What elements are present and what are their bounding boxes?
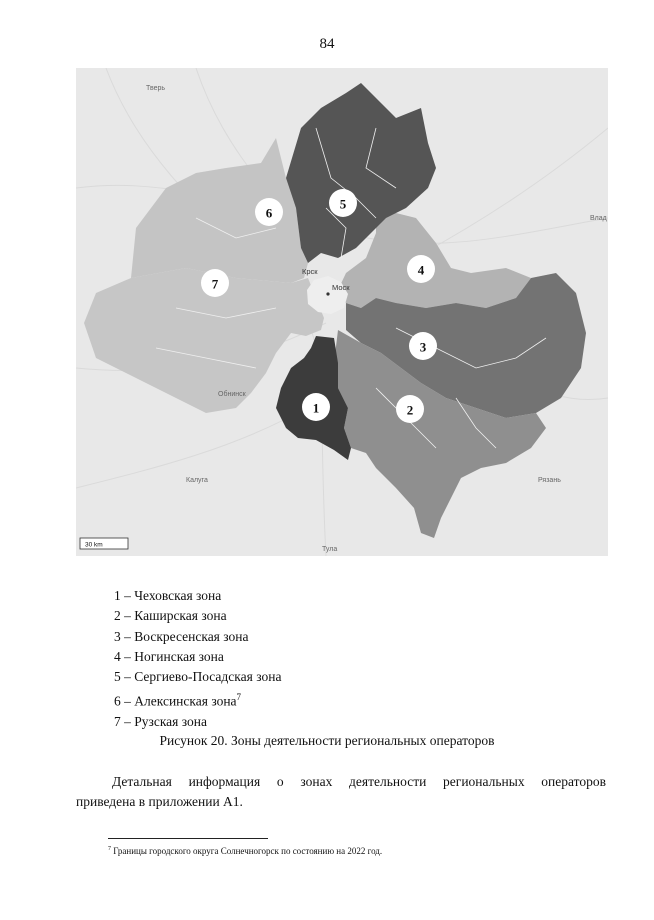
zone-5-marker — [329, 189, 357, 217]
legend-item-text: 6 – Алексинская зона — [114, 693, 237, 709]
footnote-reference[interactable]: 7 — [236, 692, 242, 703]
tver-label: Тверь — [146, 85, 166, 92]
krasnogorsk-label: Крск — [302, 267, 318, 276]
zone-6-marker — [255, 198, 283, 226]
zone-2-marker — [396, 395, 424, 423]
legend-item-text: 4 – Ногинская зона — [114, 648, 224, 664]
legend-item-text: 3 – Воскресенская зона — [114, 628, 249, 644]
legend-item — [114, 627, 281, 647]
figure-caption: Рисунок 20. Зоны деятельности региональных операторов — [159, 733, 495, 748]
zone-7-marker — [201, 269, 229, 297]
kaluga-label: Калуга — [186, 477, 208, 484]
ryazan-label: Рязань — [538, 477, 561, 484]
legend-item-text: 5 – Сергиево-Посадская зона — [114, 669, 282, 685]
vlad-label: Влад — [590, 215, 607, 222]
scale-bar-label: 30 km — [85, 541, 103, 549]
legend-item — [114, 586, 281, 606]
zones-map — [76, 68, 608, 556]
body-line-2: приведена в приложении А1. — [76, 794, 243, 809]
zone-5-marker-label: 5 — [339, 196, 347, 212]
scale-bar — [80, 538, 128, 549]
zone-4-marker-label: 4 — [417, 262, 425, 278]
footnote-text: Границы городского округа Солнечногорск по состоянию на 2022 год. — [111, 846, 383, 856]
footnote-mark: 7 — [108, 846, 111, 852]
legend-item-text: 2 – Каширская зона — [114, 608, 227, 624]
legend-item — [114, 606, 281, 626]
page-number: 84 — [319, 36, 335, 52]
legend-item — [114, 687, 281, 712]
body-line-1: Детальная информация о зонах деятельности региональных операторов — [112, 774, 606, 789]
footnote-divider — [108, 838, 268, 839]
obninsk-label: Обнинск — [218, 391, 246, 398]
legend-item — [114, 647, 281, 667]
zone-3-marker — [409, 332, 437, 360]
body-paragraph — [76, 772, 606, 812]
zone-3-marker-label: 3 — [419, 339, 427, 355]
moscow-dot — [326, 292, 329, 295]
zone-1-marker-label: 1 — [312, 400, 320, 416]
zone-7-marker-label: 7 — [211, 276, 219, 292]
legend-item-text: 7 – Рузская зона — [114, 714, 207, 730]
legend-item-text: 1 – Чеховская зона — [114, 588, 222, 603]
footnote — [108, 846, 382, 856]
tula-label: Тула — [322, 546, 338, 553]
map-svg — [76, 68, 608, 556]
zone-2-marker-label: 2 — [406, 402, 414, 418]
legend-item — [114, 667, 281, 687]
legend-item — [114, 712, 281, 732]
zone-6-marker-label: 6 — [265, 205, 273, 221]
moscow-label: Моск — [332, 283, 350, 292]
zone-1-marker — [302, 393, 330, 421]
zone-4-marker — [407, 255, 435, 283]
zone-legend — [114, 586, 281, 733]
